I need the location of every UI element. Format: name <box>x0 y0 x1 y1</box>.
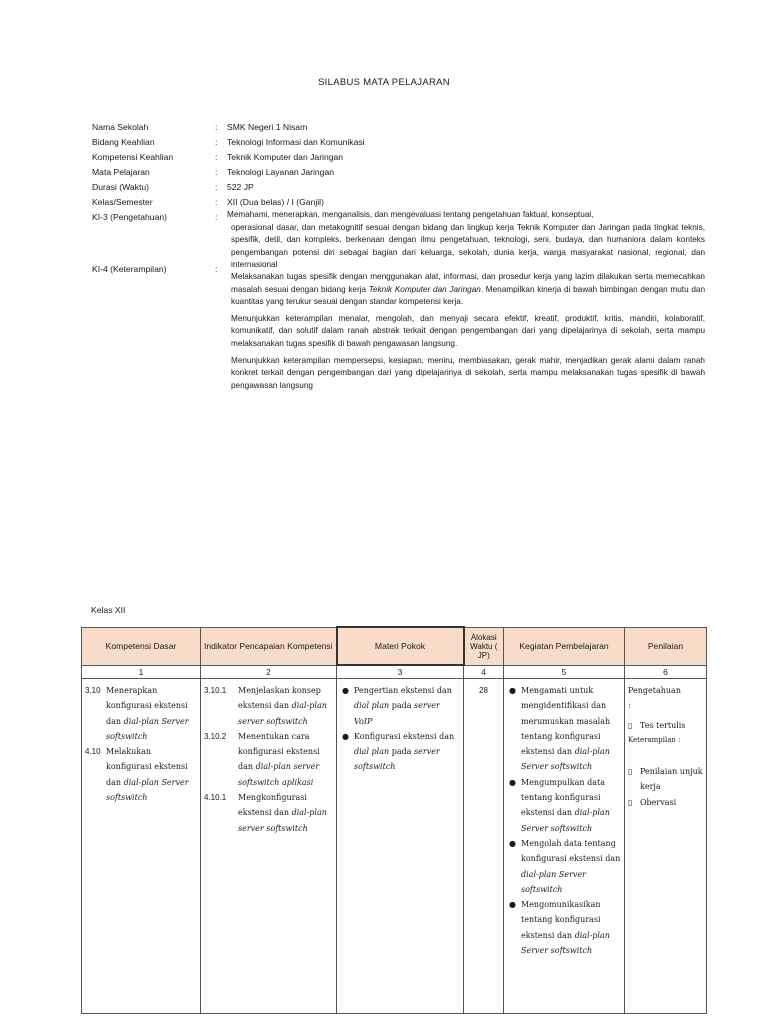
column-number: 4 <box>464 665 504 679</box>
ki3-first-line: Memahami, menerapkan, menganalisis, dan mengevaluasi tentang pengetahuan faktual, konseptual, <box>227 210 594 219</box>
kegiatan-cell <box>504 679 625 1014</box>
list-item: ● Mengamati untuk mengidentifikasi dan merumuskan masalah tentang konfigurasi ekstensi dan dial-plan Server softswitch <box>507 683 621 775</box>
table-number-row <box>82 665 707 679</box>
syllabus-table <box>81 626 707 1014</box>
penilaian-pengetahuan: Pengetahuan <box>628 686 681 695</box>
info-colon: : <box>215 137 218 147</box>
checkbox-icon: ▯ <box>628 767 633 777</box>
info-label: Kelas/Semester <box>92 197 153 207</box>
info-colon: : <box>215 152 218 162</box>
list-item: ● Konfigurasi ekstensi dan dial plan pada server softswitch <box>340 729 460 775</box>
info-label: Nama Sekolah <box>92 122 149 132</box>
info-colon: : <box>215 167 218 177</box>
ipk-item: 3.10.2 Menentukan cara konfigurasi ekstensi dan dial-plan server softswitch aplikasi <box>204 731 320 787</box>
column-number: 5 <box>504 665 625 679</box>
kd-item: 3.10 Menerapkan konfigurasi ekstensi dan dial-plan Server softswitch <box>85 686 189 741</box>
ki4-text <box>231 271 705 396</box>
bullet-icon: ● <box>509 777 516 787</box>
alokasi-waktu-cell: 28 <box>464 679 504 1014</box>
bullet-icon: ● <box>509 838 516 848</box>
list-item: ● Mengolah data tentang konfigurasi ekstensi dan dial-plan Server softswitch <box>507 836 621 897</box>
table-header-row <box>82 627 707 665</box>
penilaian-item: ▯ Obervasi <box>628 795 703 810</box>
materi-list <box>340 683 460 775</box>
bullet-icon: ● <box>342 731 349 741</box>
header-alokasi-waktu: Alokasi Waktu ( JP) <box>464 627 504 665</box>
info-label: KI-3 (Pengetahuan) <box>92 212 168 222</box>
ipk-item: 4.10.1 Mengkonfigurasi ekstensi dan dial-plan server softswitch <box>204 793 327 833</box>
info-label: Kompetensi Keahlian <box>92 152 174 162</box>
kd-item: 4.10 Melakukan konfigurasi ekstensi dan dial-plan Server softswitch <box>85 747 189 803</box>
info-label: Mata Pelajaran <box>92 167 150 177</box>
header-kompetensi-dasar: Kompetensi Dasar <box>82 627 201 665</box>
penilaian-cell <box>625 679 707 1014</box>
info-value: XII (Dua belas) / I (Ganjil) <box>227 197 324 207</box>
checkbox-icon: ▯ <box>628 720 633 730</box>
ki4-paragraph-2: Menunjukkan keterampilan menalar, mengolah, dan menyaji secara efektif, kreatif, produktif, kritis, mandiri, kolaboratif, komunikatif, dan solutif dalam ranah abstrak terkait dengan pengembangan dari yang dipelajarinya di sekolah, serta mampu melaksanakan tugas spesifik di bawah pengawasan langsung. <box>231 313 705 348</box>
bullet-icon: ● <box>509 686 516 695</box>
checkbox-icon: ▯ <box>628 797 633 807</box>
column-number: 3 <box>337 665 464 679</box>
column-number: 1 <box>82 665 201 679</box>
info-colon: : <box>215 264 218 274</box>
info-value: Teknologi Informasi dan Komunikasi <box>227 137 365 147</box>
kelas-label: Kelas XII <box>91 605 126 615</box>
info-value: Teknik Komputer dan Jaringan <box>227 152 344 162</box>
ki4-paragraph-1: Melaksanakan tugas spesifik dengan menggunakan alat, informasi, dan prosedur kerja yang lazim dilakukan serta memecahkan masalah sesuai dengan bidang kerja Teknik Komputer dan Jaringan. Menampilkan kinerja di bawah bimbingan dengan mutu dan kuantitas yang terukur sesuai dengan standar kompetensi kerja. <box>231 272 705 307</box>
info-label: Bidang Keahlian <box>92 137 155 147</box>
column-number: 6 <box>625 665 707 679</box>
column-number: 2 <box>201 665 337 679</box>
info-label: KI-4 (Keterampilan) <box>92 264 167 274</box>
header-indikator: Indikator Pencapaian Kompetensi <box>201 627 337 665</box>
bullet-icon: ● <box>509 900 516 910</box>
list-item: ● Pengertian ekstensi dan dial plan pada server VoIP <box>340 683 460 729</box>
info-colon: : <box>215 197 218 207</box>
page-title: SILABUS MATA PELAJARAN <box>318 77 450 88</box>
info-colon: : <box>215 212 218 222</box>
ki4-paragraph-3: Menunjukkan keterampilan mempersepsi, kesiapan, meniru, membiasakan, gerak mahir, menjadikan gerak alami dalam ranah konkret terkait dengan pengembangan dari yang dipelajarinya di sekolah, serta mampu melaksanakan tugas spesifik di bawah pengawasan langsung <box>231 355 705 390</box>
penilaian-item: ▯ Tes tertulis <box>628 718 703 733</box>
table-row <box>82 679 707 1014</box>
info-value: 522 JP <box>227 182 254 192</box>
list-item: ● Mengumpulkan data tentang konfigurasi ekstensi dan dial-plan Server softswitch <box>507 775 621 836</box>
penilaian-item: ▯ Penilaian unjuk kerja <box>628 764 703 795</box>
indikator-cell <box>201 679 337 1014</box>
kompetensi-dasar-cell <box>82 679 201 1014</box>
kegiatan-list <box>507 683 621 958</box>
header-penilaian: Penilaian <box>625 627 707 665</box>
header-kegiatan: Kegiatan Pembelajaran <box>504 627 625 665</box>
info-label: Durasi (Waktu) <box>92 182 149 192</box>
list-item: ● Mengomunikasikan tentang konfigurasi ekstensi dan dial-plan Server softswitch <box>507 897 621 958</box>
info-value: SMK Negeri 1 Nisam <box>227 122 308 132</box>
ki3-text <box>227 209 705 272</box>
info-value: Teknologi Layanan Jaringan <box>227 167 335 177</box>
info-colon: : <box>215 122 218 132</box>
materi-pokok-cell <box>337 679 464 1014</box>
bullet-icon: ● <box>342 686 349 695</box>
info-colon: : <box>215 182 218 192</box>
ipk-item: 3.10.1 Menjelaskan konsep ekstensi dan dial-plan server softswitch <box>204 686 327 726</box>
header-materi-pokok: Materi Pokok <box>337 627 464 665</box>
ki3-rest: operasional dasar, dan metakognitif sesuai dengan bidang dan lingkup kerja Teknik Komputer dan Jaringan pada tingkat teknis, spesifik, detil, dan kompleks, berkenaan dengan ilmu pengetahuan, teknologi, seni, budaya, dan humaniora dalam konteks pengembangan potensi diri sebagai bagian dari keluarga, sekolah, dunia kerja, warga masyarakat nasional, regional, dan internasional <box>231 222 705 270</box>
penilaian-keterampilan: Keterampilan : <box>628 735 681 744</box>
penilaian-colon: : <box>628 701 631 711</box>
